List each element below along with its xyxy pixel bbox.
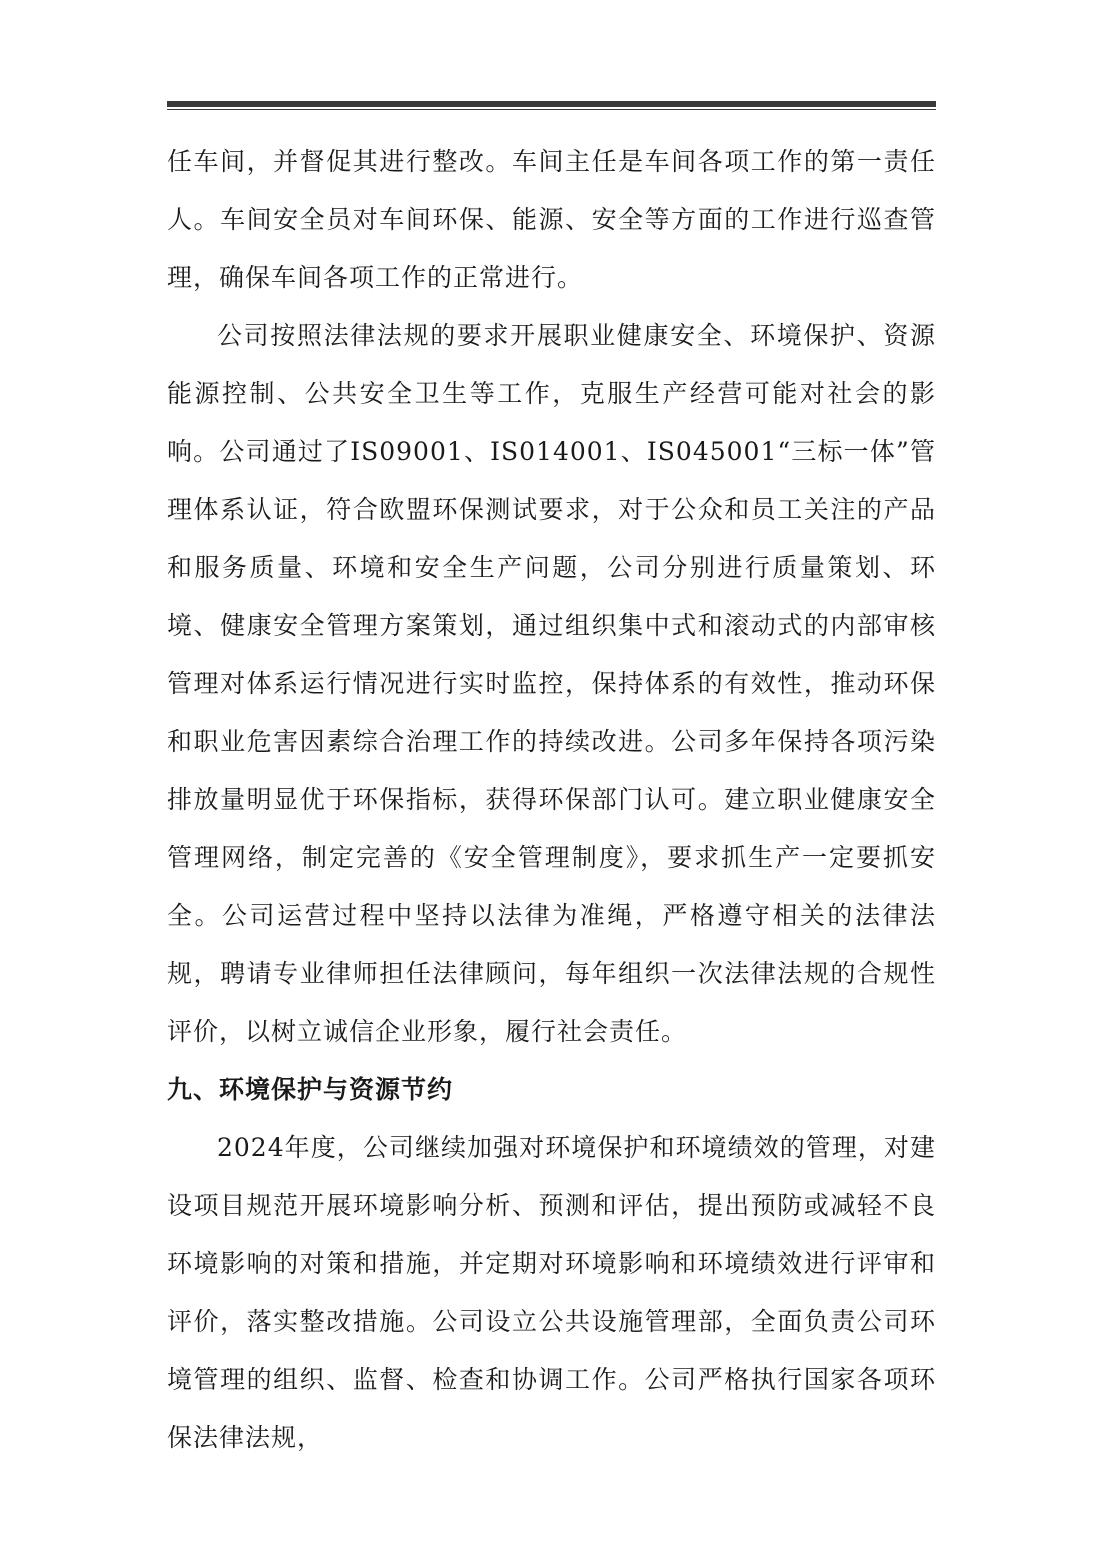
section-heading: 九、环境保护与资源节约 [167,1075,454,1104]
header-rule-thin [167,109,936,110]
environment-paragraph: 2024年度，公司继续加强对环境保护和环境绩效的管理，对建设项目规范开展环境影响分析、预测和评估，提出预防或减轻不良环境影响的对策和措施，并定期对环境影响和环境绩效进行评审和评价，落实整改措施。公司设立公共设施管理部，全面负责公司环境管理的组织、监督、检查和协调工作。公司严格执行国家各项环保法律法规， [167,1133,936,1452]
header-rule [167,101,936,107]
compliance-paragraph: 公司按照法律法规的要求开展职业健康安全、环境保护、资源能源控制、公共安全卫生等工作，克服生产经营可能对社会的影响。公司通过了IS09001、IS014001、IS045001“三标一体”管理体系认证，符合欧盟环保测试要求，对于公众和员工关注的产品和服务质量、环境和安全生产问题，公司分别进行质量策划、环境、健康安全管理方案策划，通过组织集中式和滚动式的内部审核管理对体系运行情况进行实时监控，保持体系的有效性，推动环保和职业危害因素综合治理工作的持续改进。公司多年保持各项污染排放量明显优于环保指标，获得环保部门认可。建立职业健康安全管理网络，制定完善的《安全管理制度》，要求抓生产一定要抓安全。公司运营过程中坚持以法律为准绳，严格遵守相关的法律法规，聘请专业律师担任法律顾问，每年组织一次法律法规的合规性评价，以树立诚信企业形象，履行社会责任。 [167,321,936,1046]
document-body [167,133,936,1467]
continuation-paragraph: 任车间，并督促其进行整改。车间主任是车间各项工作的第一责任人。车间安全员对车间环保、能源、安全等方面的工作进行巡查管理，确保车间各项工作的正常进行。 [167,147,936,292]
